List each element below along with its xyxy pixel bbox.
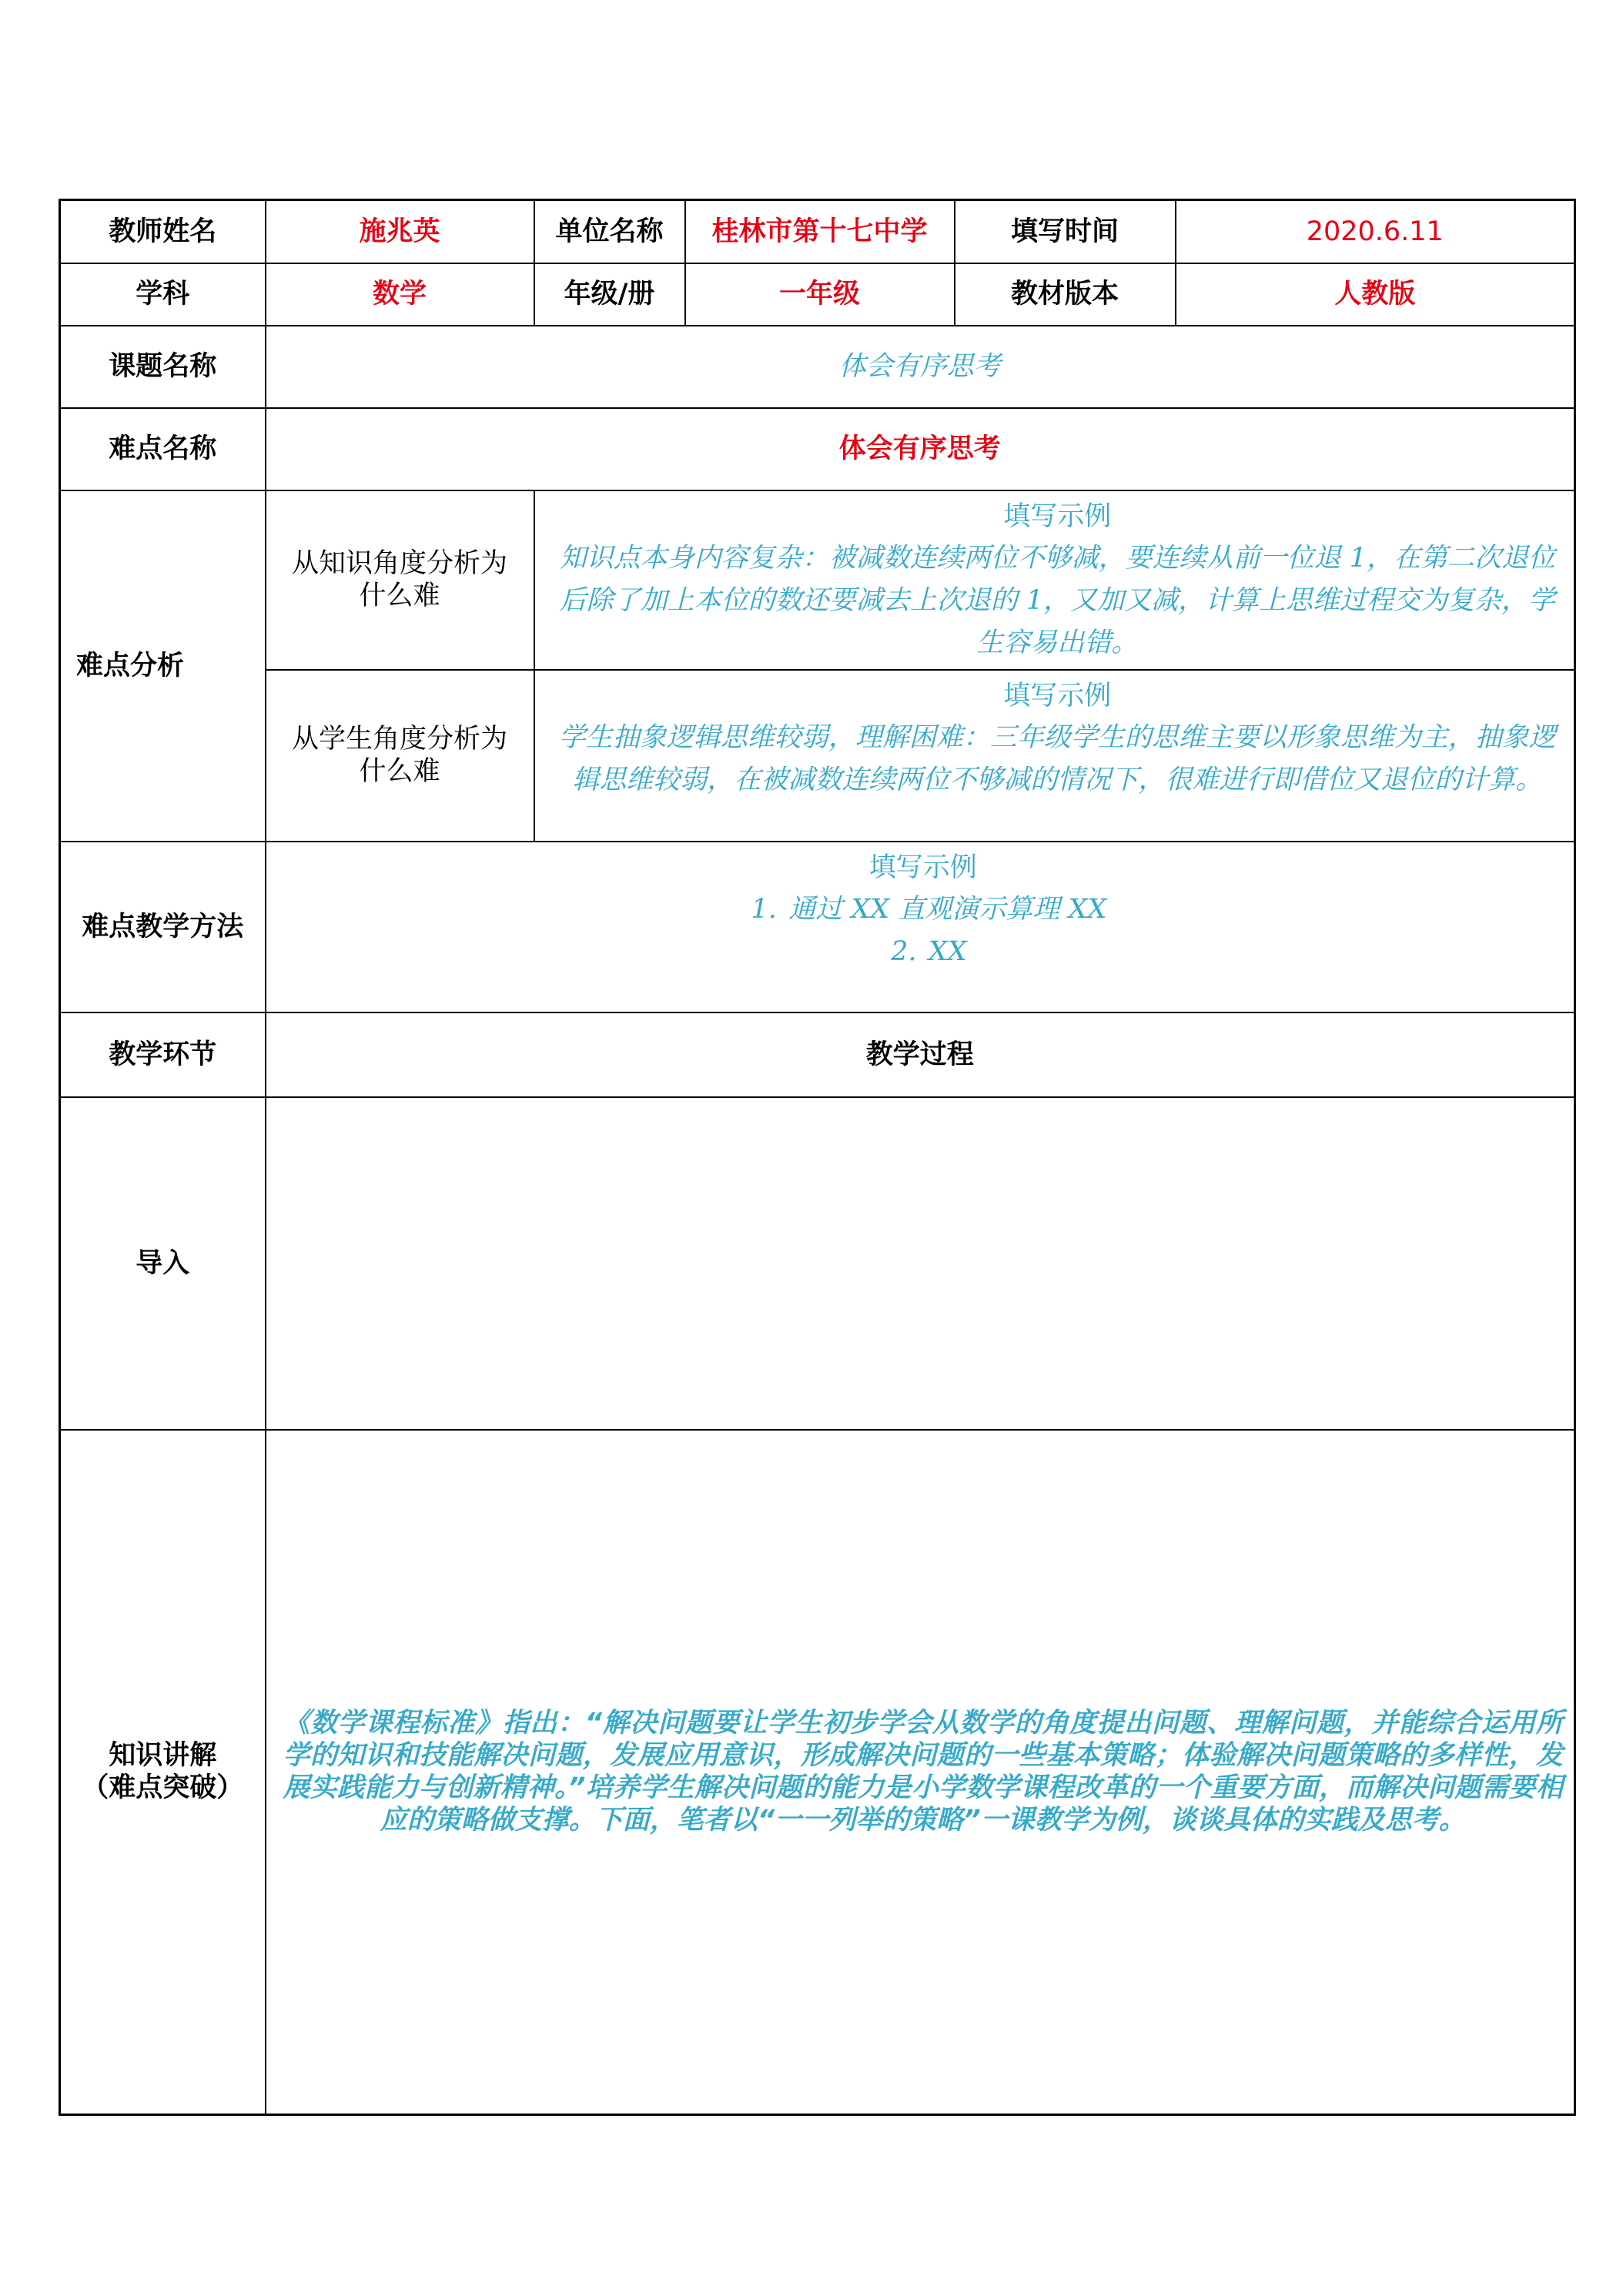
knowledge-example-text: 知识点本身内容复杂：被减数连续两位不够减，要连续从前一位退 1，在第二次退位后除了加上本位的数还要减去上次退的 1，又加又减，计算上思维过程交为复杂，学生容易出错。 — [559, 542, 1555, 658]
intro-label: 导入 — [60, 1097, 266, 1430]
knowledge-angle-label — [266, 490, 534, 670]
student-example-text: 学生抽象逻辑思维较弱，理解困难：三年级学生的思维主要以形象思维为主，抽象逻辑思维较弱，在被减数连续两位不够减的情况下，很难进行即借位又退位的计算。 — [558, 721, 1556, 795]
unit-label: 单位名称 — [534, 200, 685, 263]
knowledge-section-text: 《数学课程标准》指出：“解决问题要让学生初步学会从数学的角度提出问题、理解问题，并能综合运用所学的知识和技能解决问题，发展应用意识，形成解决问题的一些基本策略；体验解决问题策略的多样性，发展实践能力与创新精神。”培养学生解决问题的能力是小学数学课程改革的一个重要方面，而解决问题需要相应的策略做支撑。下面，笔者以“一一列举的策略”一课教学为例，谈谈具体的实践及思考。 — [266, 1430, 1575, 2115]
knowledge-angle-content — [534, 490, 1575, 670]
knowledge-example-label: 填写示例 — [1003, 500, 1112, 532]
grade-value: 一年级 — [685, 263, 955, 326]
analysis-knowledge-row — [60, 490, 1575, 670]
subject-label: 学科 — [60, 263, 266, 326]
analysis-student-row — [60, 670, 1575, 842]
difficulty-value: 体会有序思考 — [266, 408, 1575, 490]
method-item-1-num: 1. — [751, 893, 777, 925]
knowledge-angle-line1: 从知识角度分析为 — [292, 548, 508, 579]
student-angle-line2: 什么难 — [359, 756, 440, 787]
teacher-label: 教师姓名 — [60, 200, 266, 263]
lesson-form-table — [59, 199, 1576, 2116]
knowledge-section-label-line1: 知识讲解 — [109, 1740, 217, 1772]
knowledge-section-label — [60, 1430, 266, 2115]
edition-label: 教材版本 — [955, 263, 1176, 326]
topic-value: 体会有序思考 — [266, 326, 1575, 408]
stage-header: 教学环节 — [60, 1012, 266, 1097]
method-example-label: 填写示例 — [868, 852, 977, 883]
header-row-1 — [60, 200, 1575, 263]
edition-value: 人教版 — [1176, 263, 1575, 326]
analysis-label: 难点分析 — [60, 490, 266, 842]
difficulty-label: 难点名称 — [60, 408, 266, 490]
header-row-2 — [60, 263, 1575, 326]
process-header-row — [60, 1012, 1575, 1097]
unit-value: 桂林市第十七中学 — [685, 200, 955, 263]
method-item-2-num: 2. — [891, 935, 917, 967]
student-angle-label — [266, 670, 534, 842]
student-example-label: 填写示例 — [1003, 680, 1112, 711]
topic-label: 课题名称 — [60, 326, 266, 408]
method-row — [60, 842, 1575, 1012]
teacher-value: 施兆英 — [266, 200, 534, 263]
date-label: 填写时间 — [955, 200, 1176, 263]
grade-label: 年级/册 — [534, 263, 685, 326]
intro-content — [266, 1097, 1575, 1430]
subject-value: 数学 — [266, 263, 534, 326]
knowledge-angle-line2: 什么难 — [359, 581, 440, 611]
student-angle-content — [534, 670, 1575, 842]
knowledge-section-label-line2: （难点突破） — [82, 1772, 244, 1804]
method-item-1 — [283, 889, 1564, 931]
difficulty-row — [60, 408, 1575, 490]
method-label: 难点教学方法 — [60, 842, 266, 1012]
method-item-2 — [283, 931, 1564, 973]
method-item-2-text: XX — [928, 935, 967, 967]
method-item-1-text: 通过 XX 直观演示算理 XX — [788, 893, 1107, 925]
process-header: 教学过程 — [266, 1012, 1575, 1097]
method-content — [266, 842, 1575, 1012]
topic-row — [60, 326, 1575, 408]
date-value: 2020.6.11 — [1176, 200, 1575, 263]
student-angle-line1: 从学生角度分析为 — [292, 724, 508, 755]
knowledge-section-row — [60, 1430, 1575, 2115]
intro-row — [60, 1097, 1575, 1430]
